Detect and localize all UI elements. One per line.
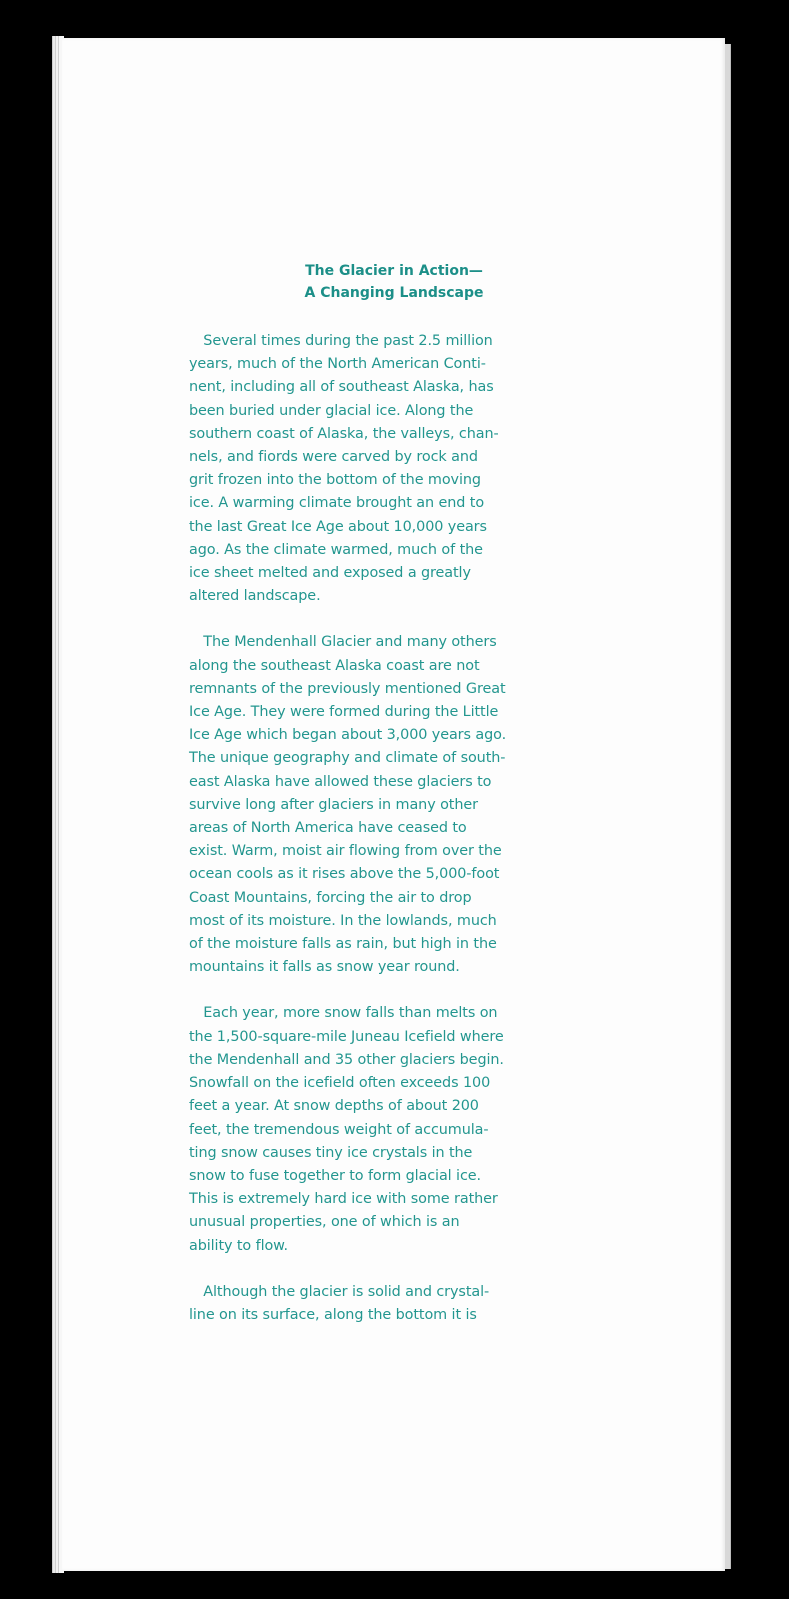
page-right-edge: [724, 44, 731, 1569]
paragraph-icefield: Each year, more snow falls than melts on the 1,500-square-mile Juneau Icefield where the Mendenhall and 35 other glaciers begin. Snowfall on the icefield often exceeds 100 feet a year. At snow depths of about 200 feet, the tremendous weight of accumula- ting snow causes tiny ice crystals in the snow to fuse together to form glacial ice. This is extremely hard ice with some rather unusual properties, one of which is an ability to flow.: [189, 1005, 504, 1254]
paragraph-little-ice-age: The Mendenhall Glacier and many others along the southeast Alaska coast are not remnants of the previously mentioned Great Ice Age. They were formed during the Little Ice Age which began about 3,000 years ago. The unique geography and climate of south- east Alaska have allowed these glaciers to survive long after glaciers in many other areas of North America have ceased to exist. Warm, moist air flowing from over the ocean cools as it rises above the 5,000-foot Coast Mountains, forcing the air to drop most of its moisture. In the lowlands, much of the moisture falls as rain, but high in the mountains it falls as snow year round.: [189, 634, 507, 976]
article-title: [189, 260, 599, 304]
paragraph-glacier-surface: Although the glacier is solid and crystal- line on its surface, along the bottom it is: [189, 1283, 490, 1323]
title-line-1: The Glacier in Action—: [305, 263, 483, 279]
paragraph-ice-age: Several times during the past 2.5 million years, much of the North American Conti- nent, including all of southeast Alaska, has been buried under glacial ice. Along the southern coast of Alaska, the valleys, chan- nels, and fiords were carved by rock and grit frozen into the bottom of the moving ice. A warming climate brought an end to the last Great Ice Age about 10,000 years ago. As the climate warmed, much of the ice sheet melted and exposed a greatly altered landscape.: [189, 333, 499, 605]
title-line-2: A Changing Landscape: [304, 285, 484, 301]
article: [189, 260, 599, 1350]
